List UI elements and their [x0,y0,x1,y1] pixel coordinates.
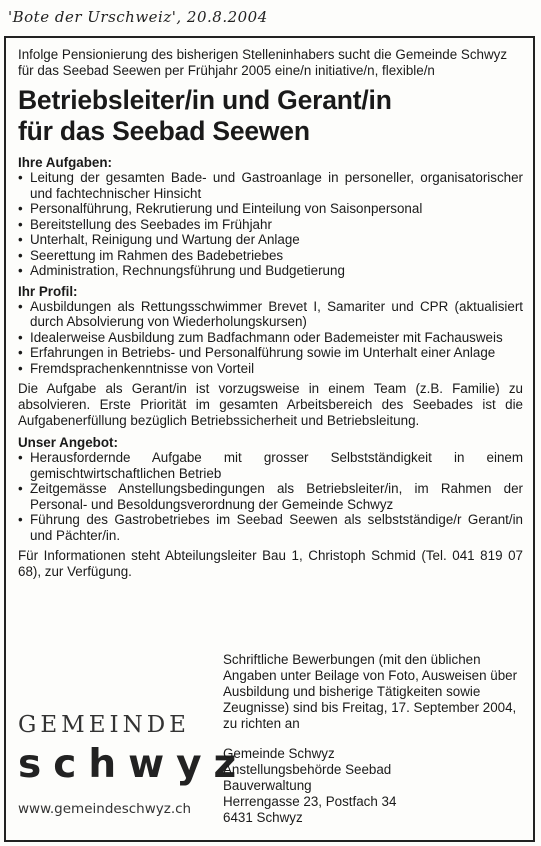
list-item: • Zeitgemässe Anstellungsbedingungen als Betriebsleiter/in, im Rahmen der Personal- und Besoldungsverordnung der Gemeinde Schwyz [18,481,523,512]
address-line: Gemeinde Schwyz [223,746,335,761]
bullet-list [18,170,523,279]
job-title-line-2: für das Seebad Seewen [18,116,310,146]
postal-address [223,746,523,826]
address-line: Anstellungsbehörde Seebad [223,762,392,777]
section-title: Unser Angebot: [18,435,118,450]
job-title-line-1: Betriebsleiter/in und Gerant/in [18,85,392,115]
list-item: • Idealerweise Ausbildung zum Badfachmann oder Bademeister mit Fachausweis [18,330,523,346]
list-item: • Führung des Gastrobetriebes im Seebad Seewen als selbstständige/r Gerant/in und Pächter/in. [18,512,523,543]
address-line: Herrengasse 23, Postfach 34 [223,794,397,809]
section-angebot [18,435,523,543]
address-line: 6431 Schwyz [223,810,303,825]
list-item: • Erfahrungen in Betriebs- und Personalführung sowie im Unterhalt einer Anlage [18,345,523,361]
intro-text: Infolge Pensionierung des bisherigen Stelleninhabers sucht die Gemeinde Schwyz für das Seebad Seewen per Frühjahr 2005 eine/n initiative/n, flexible/n [18,47,508,78]
section-title: Ihr Profil: [18,283,78,299]
info-paragraph: Für Informationen steht Abteilungsleiter Bau 1, Christoph Schmid (Tel. 041 819 07 68), zur Verfügung. [18,548,523,579]
bullet-list [18,299,523,377]
section-title: Ihre Aufgaben: [18,155,112,170]
list-item: • Fremdsprachenkenntnisse von Vorteil [18,361,523,377]
list-item: • Ausbildungen als Rettungsschwimmer Brevet I, Samariter und CPR (aktualisiert durch Absolvierung von Wiederholungskursen) [18,299,523,330]
section-aufgaben [18,155,523,279]
section-profil [18,284,523,377]
list-item: • Administration, Rechnungsführung und Budgetierung [18,263,523,279]
website-link[interactable]: www.gemeindeschwyz.ch [18,801,192,817]
footer-area [18,652,523,832]
job-title [18,85,523,147]
list-item: • Leitung der gesamten Bade- und Gastroanlage in personeller, organisatorischer und fachtechnischer Hinsicht [18,170,523,201]
list-item: • Herausfordernde Aufgabe mit grosser Selbstständigkeit in einem gemischtwirtschaftlichen Betrieb [18,450,523,481]
logo-gemeinde-text: GEMEINDE [18,712,190,738]
job-advertisement [18,47,523,586]
application-text: Schriftliche Bewerbungen (mit den üblichen Angaben unter Beilage von Foto, Ausweisen über Ausbildung und bisherige Tätigkeiten sowie Zeugnisse) sind bis Freitag, 17. September 2004, zu richten an [223,652,518,731]
list-item: • Seerettung im Rahmen des Badebetriebes [18,248,523,264]
list-item: • Unterhalt, Reinigung und Wartung der Anlage [18,232,523,248]
logo-schwyz-text: schwyz [18,742,249,787]
team-paragraph: Die Aufgabe als Gerant/in ist vorzugsweise in einem Team (z.B. Familie) zu absolvieren. Erste Priorität im gesamten Arbeitsbereich des Seebades ist die Aufgabenerfüllung bezüglich Betriebssicherheit und Betriebsleitung. [18,381,523,428]
list-item: • Bereitstellung des Seebades im Frühjahr [18,217,523,233]
application-instructions [223,652,523,732]
address-line: Bauverwaltung [223,778,312,793]
handwritten-source-note: 'Bote der Urschweiz', 20.8.2004 [8,8,268,26]
bullet-list [18,450,523,543]
list-item: • Personalführung, Rekrutierung und Einteilung von Saisonpersonal [18,201,523,217]
